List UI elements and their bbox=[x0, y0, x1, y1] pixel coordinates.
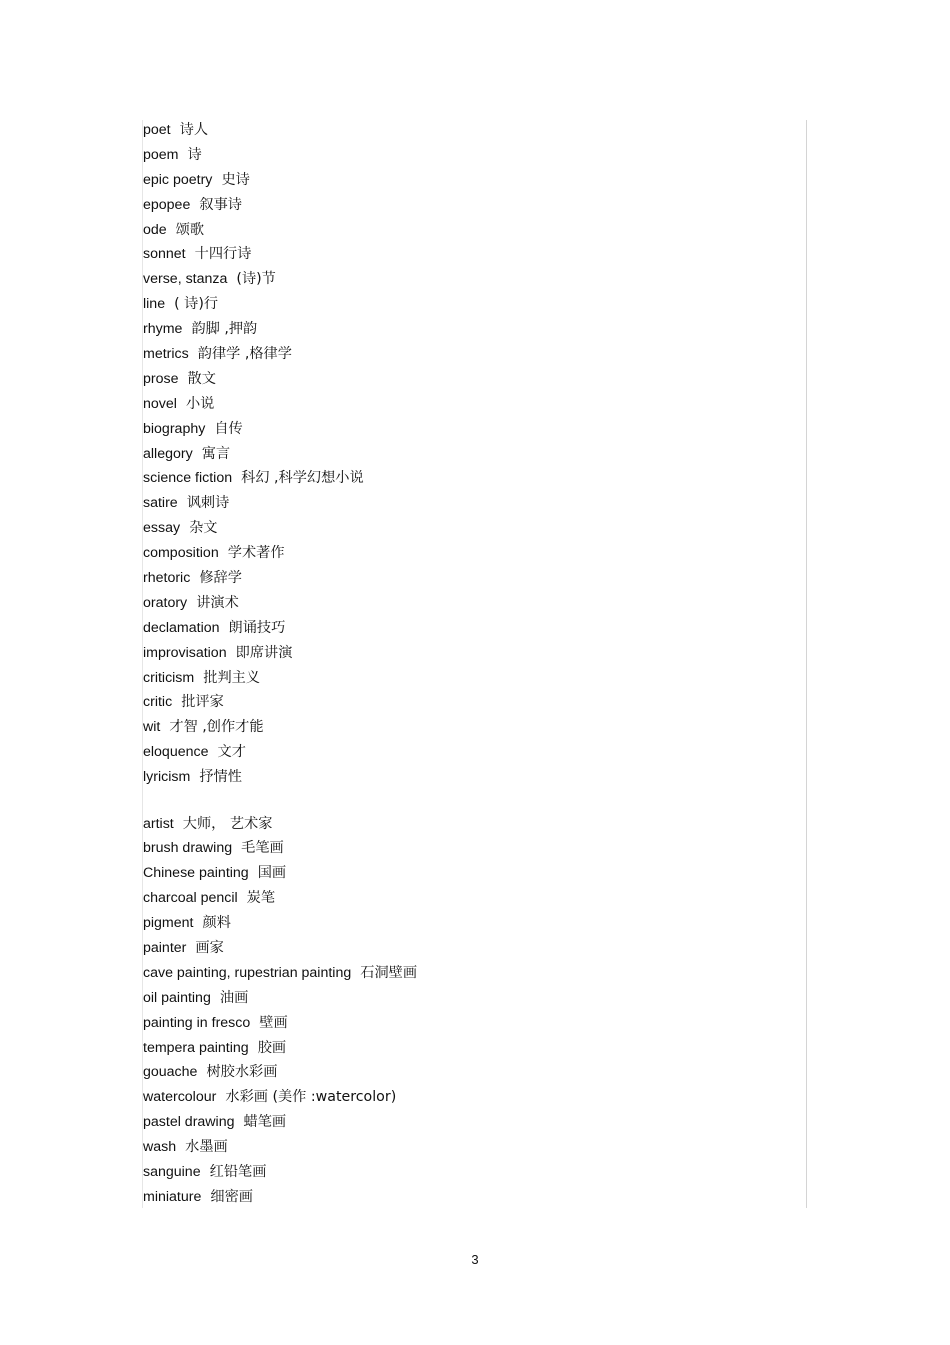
entry-translation: 颂歌 bbox=[175, 221, 205, 238]
vocabulary-entry bbox=[143, 118, 783, 143]
entry-translation: 石洞壁画 bbox=[360, 964, 418, 981]
entry-translation: 韵律学 ,格律学 bbox=[197, 346, 292, 363]
entry-translation: 大师， 艺术家 bbox=[182, 815, 273, 832]
entry-term: criticism bbox=[143, 669, 195, 686]
vocabulary-entry bbox=[143, 812, 783, 837]
entry-translation: 诗 bbox=[187, 146, 202, 163]
entry-translation: 国画 bbox=[257, 865, 287, 882]
entry-translation: 杂文 bbox=[189, 520, 218, 537]
vocabulary-entry bbox=[143, 1160, 783, 1185]
vocabulary-entry bbox=[143, 936, 783, 961]
vocabulary-entry bbox=[143, 1135, 783, 1160]
vocabulary-entry bbox=[143, 911, 783, 936]
entry-term: improvisation bbox=[143, 644, 227, 661]
entry-term: satire bbox=[143, 495, 178, 512]
entry-translation: 壁画 bbox=[259, 1014, 288, 1031]
entry-translation: 油画 bbox=[219, 989, 249, 1006]
vocabulary-entry bbox=[143, 566, 783, 591]
entry-term: brush drawing bbox=[143, 840, 233, 857]
entry-translation: 小说 bbox=[185, 395, 215, 412]
vocabulary-entry bbox=[143, 1011, 783, 1036]
entry-term: painting in fresco bbox=[143, 1014, 251, 1031]
entry-term: prose bbox=[143, 370, 179, 387]
entry-term: line bbox=[143, 296, 166, 313]
entry-term: composition bbox=[143, 545, 219, 562]
vocabulary-entry bbox=[143, 886, 783, 911]
entry-term: pastel drawing bbox=[143, 1114, 235, 1131]
vocabulary-entry bbox=[143, 1060, 783, 1085]
entry-translation: 抒情性 bbox=[199, 769, 242, 786]
entry-term: essay bbox=[143, 520, 181, 537]
entry-term: artist bbox=[143, 815, 174, 832]
entry-term: epopee bbox=[143, 196, 191, 213]
vocabulary-entry bbox=[143, 1110, 783, 1135]
vocabulary-entry bbox=[143, 666, 783, 691]
entry-term: eloquence bbox=[143, 744, 209, 761]
entry-translation: 毛笔画 bbox=[241, 840, 284, 857]
entry-translation: 红铅笔画 bbox=[209, 1164, 267, 1181]
vocabulary-entry bbox=[143, 466, 783, 491]
entry-term: cave painting, rupestrian painting bbox=[143, 964, 352, 981]
entry-term: painter bbox=[143, 940, 187, 956]
entry-translation: 修辞学 bbox=[199, 570, 242, 587]
entry-term: poem bbox=[143, 146, 179, 163]
entry-translation: 画家 bbox=[195, 940, 224, 956]
vocabulary-list bbox=[143, 118, 783, 1210]
vocabulary-entry bbox=[143, 740, 783, 765]
entry-translation: 诗人 bbox=[179, 122, 209, 138]
vocabulary-entry bbox=[143, 292, 783, 317]
entry-term: ode bbox=[143, 221, 167, 238]
entry-term: critic bbox=[143, 694, 173, 711]
entry-translation: 科幻 ,科学幻想小说 bbox=[241, 470, 364, 487]
vocabulary-entry bbox=[143, 641, 783, 666]
vocabulary-entry bbox=[143, 1085, 783, 1110]
entry-translation: 朗诵技巧 bbox=[228, 619, 286, 636]
entry-translation: 颜料 bbox=[202, 915, 231, 932]
vocabulary-entry bbox=[143, 861, 783, 886]
entry-term: charcoal pencil bbox=[143, 890, 238, 907]
entry-term: biography bbox=[143, 420, 206, 437]
entry-translation: 才智 ,创作才能 bbox=[169, 719, 264, 736]
entry-translation: (诗)节 bbox=[236, 271, 276, 288]
section-gap bbox=[143, 790, 783, 812]
vocabulary-entry bbox=[143, 143, 783, 168]
entry-translation: 自传 bbox=[214, 420, 243, 437]
vocabulary-entry bbox=[143, 516, 783, 541]
vocabulary-entry bbox=[143, 541, 783, 566]
entry-translation: 叙事诗 bbox=[199, 196, 242, 213]
entry-term: sonnet bbox=[143, 246, 186, 263]
vocabulary-section-painting bbox=[143, 812, 783, 1210]
entry-term: miniature bbox=[143, 1188, 202, 1205]
entry-term: allegory bbox=[143, 445, 193, 462]
entry-term: metrics bbox=[143, 346, 189, 363]
entry-term: science fiction bbox=[143, 470, 233, 487]
entry-term: verse, stanza bbox=[143, 271, 228, 288]
entry-term: wit bbox=[143, 719, 161, 736]
vocabulary-entry bbox=[143, 1185, 783, 1210]
vocabulary-entry bbox=[143, 491, 783, 516]
vocabulary-entry bbox=[143, 442, 783, 467]
vocabulary-entry bbox=[143, 961, 783, 986]
entry-term: rhetoric bbox=[143, 570, 191, 587]
entry-translation: 讲演术 bbox=[196, 594, 239, 611]
entry-translation: 即席讲演 bbox=[235, 644, 293, 661]
vocabulary-entry bbox=[143, 765, 783, 790]
vocabulary-entry bbox=[143, 193, 783, 218]
entry-translation: 文才 bbox=[217, 744, 246, 761]
entry-term: sanguine bbox=[143, 1164, 201, 1181]
entry-term: oratory bbox=[143, 594, 188, 611]
vocabulary-entry bbox=[143, 690, 783, 715]
entry-term: oil painting bbox=[143, 989, 211, 1006]
entry-term: watercolour bbox=[143, 1089, 217, 1106]
vocabulary-entry bbox=[143, 836, 783, 861]
entry-translation: 散文 bbox=[187, 370, 216, 387]
entry-term: gouache bbox=[143, 1064, 198, 1081]
entry-translation: ( 诗)行 bbox=[174, 296, 219, 313]
entry-translation: 水彩画 (美作 :watercolor) bbox=[225, 1089, 397, 1106]
entry-translation: 寓言 bbox=[201, 445, 231, 462]
entry-translation: 讽刺诗 bbox=[186, 495, 230, 512]
entry-translation: 水墨画 bbox=[185, 1139, 228, 1156]
entry-translation: 史诗 bbox=[221, 171, 250, 188]
entry-translation: 树胶水彩画 bbox=[206, 1064, 278, 1081]
entry-translation: 学术著作 bbox=[227, 545, 285, 562]
entry-term: pigment bbox=[143, 915, 194, 932]
entry-term: novel bbox=[143, 395, 177, 412]
entry-term: tempera painting bbox=[143, 1039, 249, 1056]
entry-term: rhyme bbox=[143, 321, 183, 338]
entry-translation: 胶画 bbox=[257, 1039, 287, 1056]
entry-translation: 十四行诗 bbox=[194, 246, 252, 263]
vocabulary-entry bbox=[143, 616, 783, 641]
vocabulary-section-literature bbox=[143, 118, 783, 790]
entry-term: Chinese painting bbox=[143, 865, 249, 882]
entry-term: wash bbox=[143, 1139, 177, 1156]
entry-term: epic poetry bbox=[143, 171, 213, 188]
vocabulary-entry bbox=[143, 715, 783, 740]
vocabulary-entry bbox=[143, 417, 783, 442]
entry-term: declamation bbox=[143, 619, 220, 636]
vocabulary-entry bbox=[143, 342, 783, 367]
vocabulary-entry bbox=[143, 168, 783, 193]
entry-translation: 细密画 bbox=[210, 1188, 253, 1205]
vocabulary-entry bbox=[143, 317, 783, 342]
vocabulary-entry bbox=[143, 392, 783, 417]
page-number: 3 bbox=[471, 1252, 479, 1267]
entry-translation: 炭笔 bbox=[246, 890, 276, 907]
vocabulary-entry bbox=[143, 267, 783, 292]
vocabulary-entry bbox=[143, 1036, 783, 1061]
vocabulary-entry bbox=[143, 218, 783, 243]
entry-translation: 批判主义 bbox=[203, 669, 261, 686]
right-margin-rule bbox=[806, 120, 807, 1208]
entry-translation: 韵脚 ,押韵 bbox=[191, 321, 258, 338]
entry-term: lyricism bbox=[143, 769, 191, 786]
vocabulary-entry bbox=[143, 591, 783, 616]
vocabulary-entry bbox=[143, 986, 783, 1011]
entry-translation: 批评家 bbox=[181, 694, 224, 711]
vocabulary-entry bbox=[143, 242, 783, 267]
vocabulary-entry bbox=[143, 367, 783, 392]
entry-translation: 蜡笔画 bbox=[243, 1114, 287, 1131]
entry-term: poet bbox=[143, 122, 171, 138]
